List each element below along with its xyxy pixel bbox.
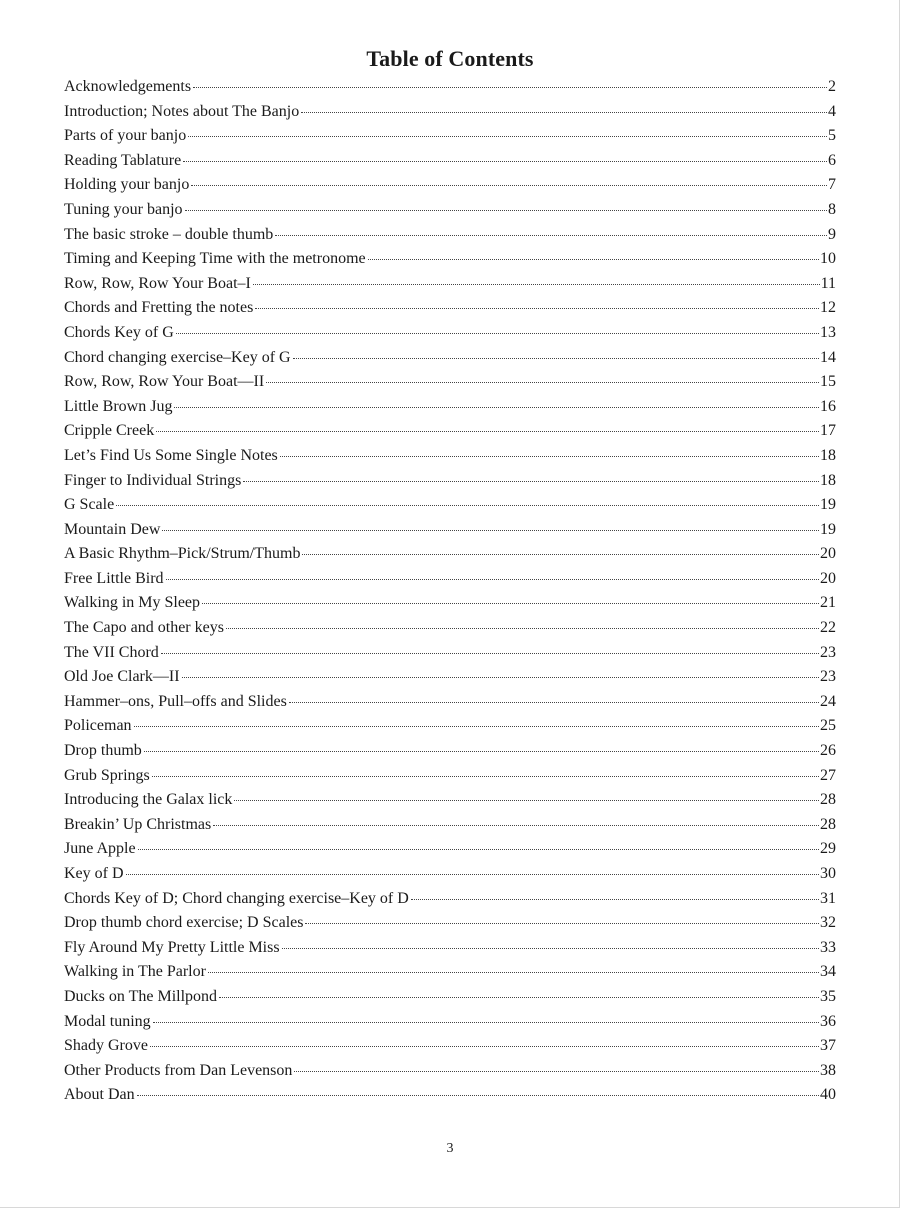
toc-entry-page-number: 30 [820, 865, 836, 882]
toc-dot-leader [153, 1008, 819, 1023]
toc-entry-title: Mountain Dew [64, 520, 161, 538]
toc-dot-leader [234, 786, 819, 801]
toc-entry [64, 444, 836, 469]
toc-entry-title: Walking in The Parlor [64, 963, 206, 981]
toc-entry [64, 518, 836, 543]
toc-entry-title: Row, Row, Row Your Boat–I [64, 274, 251, 292]
toc-dot-leader [219, 983, 819, 998]
toc-entry [64, 542, 836, 567]
toc-entry [64, 223, 836, 248]
toc-dot-leader [368, 245, 819, 260]
toc-entry [64, 887, 836, 912]
toc-entry [64, 911, 836, 936]
toc-entry-title: June Apple [64, 840, 136, 858]
toc-entry-title: Parts of your banjo [64, 127, 187, 145]
page-number: 3 [446, 1141, 454, 1156]
toc-entry [64, 641, 836, 666]
toc-dot-leader [134, 712, 819, 727]
toc-entry-page-number: 11 [820, 274, 836, 292]
toc-entry-title: Drop thumb [64, 742, 142, 760]
toc-entry-page-number: 29 [820, 840, 836, 858]
toc-entry-title: Cripple Creek [64, 422, 155, 440]
toc-entry-title: Finger to Individual Strings [64, 471, 242, 489]
toc-entry-page-number: 6 [828, 151, 836, 169]
toc-entry-title: Old Joe Clark—II [64, 668, 180, 686]
toc-entry-page-number: 5 [828, 127, 836, 145]
toc-entry-page-number: 13 [820, 323, 836, 341]
toc-entry [64, 862, 836, 887]
toc-entry [64, 616, 836, 641]
toc-entry-page-number: 28 [820, 791, 836, 809]
toc-entry-page-number: 8 [828, 200, 836, 218]
toc-entry-title: Modal tuning [64, 1012, 151, 1030]
toc-entry [64, 124, 836, 149]
toc-entry-page-number: 4 [828, 102, 836, 120]
toc-entry-page-number: 17 [820, 422, 836, 440]
toc-entry [64, 395, 836, 420]
toc-entry [64, 346, 836, 371]
toc-dot-leader [293, 344, 819, 359]
toc-entry-page-number: 20 [820, 569, 836, 587]
toc-dot-leader [150, 1032, 819, 1047]
toc-entry-title: Free Little Bird [64, 569, 164, 587]
toc-entry-page-number: 2 [828, 78, 836, 95]
toc-entry-page-number: 9 [828, 225, 836, 243]
toc-entry [64, 370, 836, 395]
toc-entry [64, 296, 836, 321]
page-title: Table of Contents [366, 46, 534, 71]
toc-entry-title: Chords and Fretting the notes [64, 299, 254, 317]
toc-entry-page-number: 18 [820, 471, 836, 489]
toc-entry [64, 764, 836, 789]
toc-dot-leader [126, 860, 819, 875]
toc-dot-leader [202, 589, 819, 604]
toc-entry [64, 1010, 836, 1035]
toc-entry [64, 591, 836, 616]
toc-entry-title: Introducing the Galax lick [64, 791, 233, 809]
toc-entry-title: Chords Key of D; Chord changing exercise–Key of D [64, 889, 409, 907]
toc-entry-page-number: 20 [820, 545, 836, 563]
toc-entry-page-number: 18 [820, 446, 836, 464]
toc-entry-page-number: 40 [820, 1086, 836, 1104]
toc-dot-leader [226, 614, 819, 629]
toc-entry-title: Ducks on The Millpond [64, 987, 218, 1005]
toc-entry-title: Tuning your banjo [64, 200, 183, 218]
toc-entry-page-number: 16 [820, 397, 836, 415]
toc-entry [64, 960, 836, 985]
toc-entry [64, 567, 836, 592]
toc-dot-leader [280, 442, 819, 457]
toc-entry [64, 1059, 836, 1084]
toc-entry-title: Hammer–ons, Pull–offs and Slides [64, 692, 287, 710]
toc-entry [64, 419, 836, 444]
toc-entry-title: Chord changing exercise–Key of G [64, 348, 291, 366]
toc-entry-page-number: 38 [820, 1061, 836, 1079]
toc-entry-title: About Dan [64, 1086, 135, 1104]
toc-dot-leader [183, 147, 827, 162]
toc-dot-leader [191, 171, 827, 186]
toc-entry-page-number: 12 [820, 299, 836, 317]
toc-entry [64, 247, 836, 272]
toc-entry-page-number: 24 [820, 692, 836, 710]
toc-dot-leader [162, 516, 819, 531]
toc-dot-leader [282, 934, 819, 949]
toc-dot-leader [411, 885, 819, 900]
toc-list [64, 75, 836, 1108]
toc-entry [64, 739, 836, 764]
toc-dot-leader [253, 270, 820, 285]
toc-entry-title: Walking in My Sleep [64, 594, 201, 612]
toc-dot-leader [116, 491, 819, 506]
toc-entry-title: Timing and Keeping Time with the metronome [64, 250, 366, 268]
toc-dot-leader [266, 368, 819, 383]
toc-entry-page-number: 37 [820, 1037, 836, 1055]
toc-dot-leader [305, 909, 819, 924]
toc-entry-title: G Scale [64, 496, 115, 514]
toc-entry-page-number: 31 [820, 889, 836, 907]
toc-entry [64, 690, 836, 715]
toc-entry-title: Fly Around My Pretty Little Miss [64, 938, 280, 956]
toc-entry-page-number: 28 [820, 815, 836, 833]
toc-entry-title: A Basic Rhythm–Pick/Strum/Thumb [64, 545, 301, 563]
toc-entry-title: Holding your banjo [64, 176, 190, 194]
toc-entry [64, 173, 836, 198]
toc-dot-leader [182, 663, 819, 678]
toc-dot-leader [213, 811, 819, 826]
toc-entry-title: The Capo and other keys [64, 619, 224, 637]
toc-entry-page-number: 36 [820, 1012, 836, 1030]
toc-dot-leader [152, 762, 819, 777]
toc-entry-page-number: 22 [820, 619, 836, 637]
toc-entry-page-number: 19 [820, 520, 836, 538]
toc-dot-leader [243, 467, 819, 482]
toc-entry-page-number: 15 [820, 373, 836, 391]
toc-entry-title: The VII Chord [64, 643, 159, 661]
toc-entry-page-number: 23 [820, 643, 836, 661]
toc-entry-title: Policeman [64, 717, 132, 735]
toc-dot-leader [174, 393, 819, 408]
toc-entry-title: Breakin’ Up Christmas [64, 815, 212, 833]
toc-dot-leader [301, 98, 827, 113]
toc-entry [64, 1083, 836, 1108]
toc-entry [64, 149, 836, 174]
toc-dot-leader [137, 1081, 819, 1096]
toc-entry [64, 788, 836, 813]
toc-entry [64, 100, 836, 125]
toc-dot-leader [166, 565, 819, 580]
toc-entry-title: Little Brown Jug [64, 397, 173, 415]
toc-entry [64, 936, 836, 961]
toc-entry-page-number: 23 [820, 668, 836, 686]
toc-entry-page-number: 32 [820, 914, 836, 932]
toc-entry-title: Shady Grove [64, 1037, 148, 1055]
toc-entry-title: Chords Key of G [64, 323, 174, 341]
toc-entry [64, 272, 836, 297]
toc-dot-leader [294, 1057, 819, 1072]
toc-dot-leader [289, 688, 819, 703]
toc-entry [64, 1034, 836, 1059]
toc-entry-page-number: 26 [820, 742, 836, 760]
toc-dot-leader [302, 540, 819, 555]
toc-entry-page-number: 21 [820, 594, 836, 612]
toc-entry-title: The basic stroke – double thumb [64, 225, 274, 243]
toc-dot-leader [193, 73, 827, 88]
toc-entry-title: Acknowledgements [64, 78, 192, 95]
toc-dot-leader [156, 417, 819, 432]
toc-dot-leader [144, 737, 819, 752]
toc-entry-title: Row, Row, Row Your Boat—II [64, 373, 265, 391]
toc-dot-leader [275, 221, 827, 236]
toc-entry-title: Other Products from Dan Levenson [64, 1061, 293, 1079]
toc-entry-page-number: 34 [820, 963, 836, 981]
toc-entry [64, 198, 836, 223]
toc-dot-leader [161, 639, 819, 654]
toc-entry [64, 985, 836, 1010]
toc-entry-title: Introduction; Notes about The Banjo [64, 102, 300, 120]
toc-entry [64, 837, 836, 862]
toc-entry-page-number: 14 [820, 348, 836, 366]
toc-entry-title: Grub Springs [64, 766, 150, 784]
toc-entry-title: Drop thumb chord exercise; D Scales [64, 914, 304, 932]
toc-entry-page-number: 35 [820, 987, 836, 1005]
toc-entry [64, 665, 836, 690]
toc-dot-leader [188, 122, 827, 137]
toc-dot-leader [138, 835, 819, 850]
toc-entry [64, 714, 836, 739]
toc-entry-page-number: 10 [820, 250, 836, 268]
toc-dot-leader [208, 958, 819, 973]
toc-entry [64, 493, 836, 518]
toc-entry-page-number: 19 [820, 496, 836, 514]
toc-entry-page-number: 7 [828, 176, 836, 194]
toc-entry-page-number: 25 [820, 717, 836, 735]
toc-dot-leader [185, 196, 827, 211]
toc-entry-title: Reading Tablature [64, 151, 182, 169]
toc-entry-page-number: 27 [820, 766, 836, 784]
toc-entry [64, 813, 836, 838]
toc-entry-title: Key of D [64, 865, 124, 882]
toc-entry [64, 469, 836, 494]
toc-dot-leader [176, 319, 819, 334]
toc-entry-page-number: 33 [820, 938, 836, 956]
toc-dot-leader [255, 294, 819, 309]
toc-entry [64, 321, 836, 346]
toc-entry-title: Let’s Find Us Some Single Notes [64, 446, 278, 464]
toc-entry [64, 75, 836, 100]
